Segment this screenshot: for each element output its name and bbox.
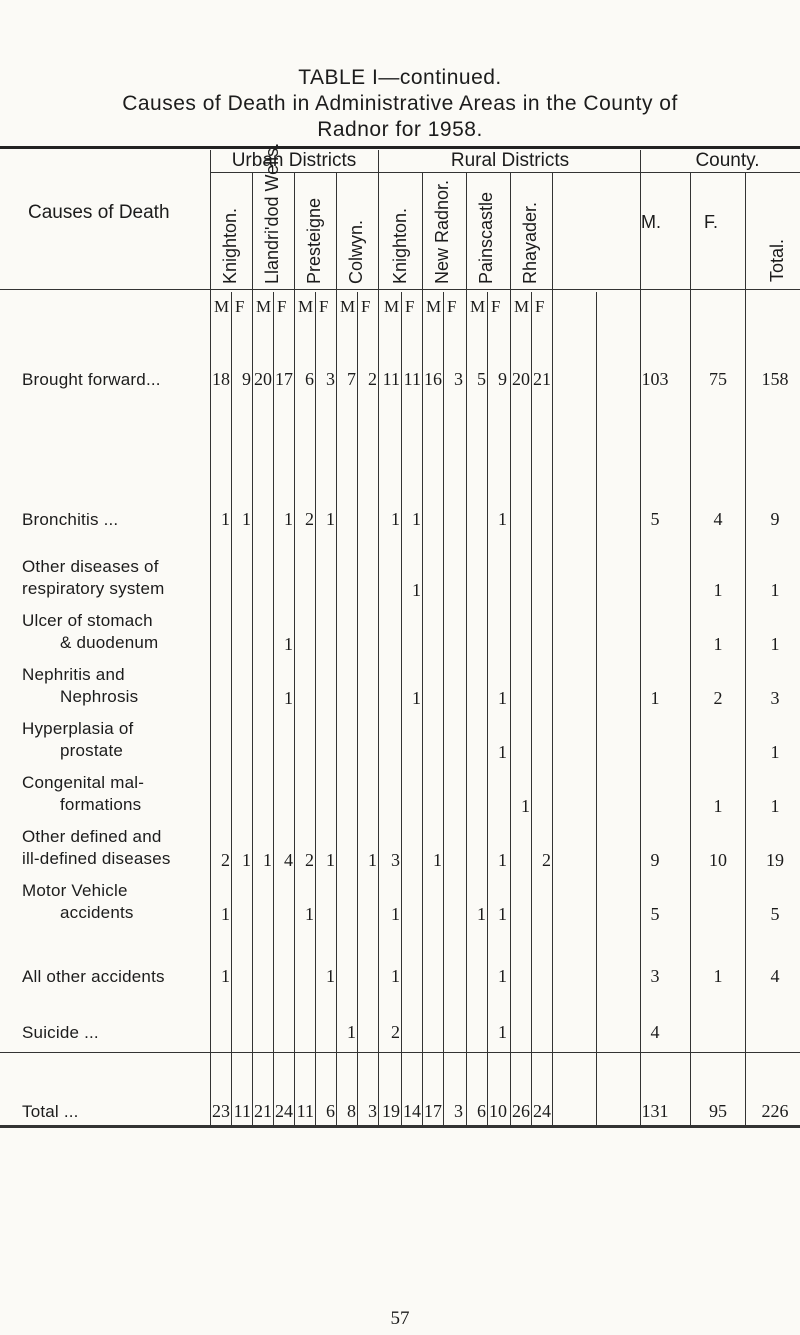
table-cell: 1 xyxy=(498,1022,507,1042)
row-cause-text: Nephritis and xyxy=(22,665,125,684)
row-cause-label xyxy=(22,772,144,816)
row-cause-text: Other defined and xyxy=(22,827,162,846)
table-cell: 2 xyxy=(368,369,377,389)
sex-subheader: F xyxy=(277,297,287,316)
county-cell: 5 xyxy=(650,904,660,924)
sex-subheader: F xyxy=(319,297,329,316)
row-cause-label xyxy=(22,369,161,391)
row-cause-text: Congenital mal- xyxy=(22,773,145,792)
divider-sex xyxy=(357,292,358,1125)
county-cell: 1 xyxy=(770,796,780,816)
divider-sex xyxy=(531,292,532,1125)
sex-subheader: M xyxy=(470,297,486,316)
divider-district xyxy=(294,172,295,1125)
table-cell: 17 xyxy=(424,1101,442,1121)
sex-subheader: M xyxy=(426,297,442,316)
table-cell: 1 xyxy=(391,966,400,986)
table-title-line3: Radnor for 1958. xyxy=(317,118,483,141)
table-cell: 1 xyxy=(284,688,293,708)
column-header-district: Rhayader. xyxy=(520,201,540,284)
table-cell: 11 xyxy=(403,369,421,389)
column-header-district: Knighton. xyxy=(220,207,240,284)
county-cell: 226 xyxy=(761,1101,789,1121)
table-cell: 11 xyxy=(233,1101,251,1121)
table-cell: 9 xyxy=(498,369,507,389)
table-cell: 18 xyxy=(212,369,230,389)
table-cell: 2 xyxy=(221,850,230,870)
table-cell: 1 xyxy=(326,509,335,529)
group-rural: Rural Districts xyxy=(450,150,570,171)
row-cause-text: & duodenum xyxy=(60,633,159,652)
table-cell: 21 xyxy=(533,369,551,389)
column-header-district: Knighton. xyxy=(390,207,410,284)
table-cell: 1 xyxy=(221,966,230,986)
row-cause-label xyxy=(22,556,164,600)
row-cause-text: Motor Vehicle xyxy=(22,881,128,900)
table-cell: 19 xyxy=(382,1101,400,1121)
row-cause-label xyxy=(22,1101,79,1123)
rule-under-groups xyxy=(210,172,800,173)
county-cell: 9 xyxy=(770,509,780,529)
table-cell: 14 xyxy=(403,1101,421,1121)
rule-under-headers xyxy=(0,289,800,290)
table-cell: 26 xyxy=(512,1101,530,1121)
row-cause-label xyxy=(22,826,171,870)
table-cell: 1 xyxy=(412,580,421,600)
table-cell: 1 xyxy=(498,509,507,529)
divider-rural-right xyxy=(552,172,553,1125)
row-cause-text: Hyperplasia of xyxy=(22,719,134,738)
sex-subheader: F xyxy=(535,297,545,316)
group-urban: Urban Districts xyxy=(231,150,357,171)
table-cell: 5 xyxy=(477,369,486,389)
table-cell: 23 xyxy=(212,1101,230,1121)
sex-subheader: F xyxy=(405,297,415,316)
row-cause-text: Total ... xyxy=(22,1102,79,1121)
row-cause-label xyxy=(22,509,118,531)
table-cell: 1 xyxy=(368,850,377,870)
divider-county-m-f xyxy=(690,172,691,1125)
column-header-district: New Radnor. xyxy=(432,179,452,284)
table-cell: 1 xyxy=(221,904,230,924)
table-cell: 21 xyxy=(254,1101,272,1121)
divider-district xyxy=(510,172,511,1125)
row-cause-label xyxy=(22,610,158,654)
table-cell: 6 xyxy=(326,1101,335,1121)
rule-above-total xyxy=(0,1052,800,1053)
county-cell: 3 xyxy=(650,966,660,986)
table-cell: 1 xyxy=(242,850,251,870)
county-cell: 131 xyxy=(641,1101,669,1121)
county-cell: 1 xyxy=(650,688,660,708)
county-cell: 2 xyxy=(713,688,723,708)
table-cell: 10 xyxy=(489,1101,507,1121)
table-cell: 1 xyxy=(498,966,507,986)
row-cause-text: respiratory system xyxy=(22,579,165,598)
divider-sex xyxy=(596,292,597,1125)
divider-sex xyxy=(443,292,444,1125)
divider-district xyxy=(466,172,467,1125)
county-cell: 4 xyxy=(713,509,723,529)
table-cell: 1 xyxy=(412,688,421,708)
sex-subheader: M xyxy=(214,297,230,316)
row-cause-text: ill-defined diseases xyxy=(22,849,171,868)
divider-sex xyxy=(315,292,316,1125)
row-cause-text: Suicide ... xyxy=(22,1023,99,1042)
table-cell: 1 xyxy=(221,509,230,529)
sex-subheader: F xyxy=(235,297,245,316)
county-cell: 9 xyxy=(650,850,660,870)
row-cause-text: Brought forward... xyxy=(22,370,161,389)
table-cell: 3 xyxy=(454,1101,463,1121)
row-cause-text: Bronchitis ... xyxy=(22,510,119,529)
divider-county-f-total xyxy=(745,172,746,1125)
row-cause-label xyxy=(22,664,138,708)
table-cell: 24 xyxy=(533,1101,551,1121)
county-cell: 75 xyxy=(709,369,727,389)
column-header-district: Painscastle xyxy=(476,191,496,284)
sex-subheader: F xyxy=(447,297,457,316)
table-cell: 9 xyxy=(242,369,251,389)
table-cell: 2 xyxy=(391,1022,400,1042)
county-cell: 4 xyxy=(770,966,780,986)
row-cause-label xyxy=(22,880,134,924)
row-cause-text: prostate xyxy=(60,741,124,760)
table-title-line2: Causes of Death in Administrative Areas in the County of xyxy=(122,92,678,115)
row-cause-label xyxy=(22,966,165,988)
table-cell: 1 xyxy=(347,1022,356,1042)
table-cell: 2 xyxy=(542,850,551,870)
table-cell: 1 xyxy=(498,904,507,924)
row-cause-text: formations xyxy=(60,795,142,814)
group-county: County. xyxy=(695,150,760,171)
table-cell: 1 xyxy=(305,904,314,924)
column-header-county: M. xyxy=(641,212,661,232)
table-cell: 1 xyxy=(391,509,400,529)
sex-subheader: M xyxy=(256,297,272,316)
table-cell: 1 xyxy=(498,742,507,762)
column-header-county: Total. xyxy=(767,238,787,282)
column-header-district: Colwyn. xyxy=(346,219,366,284)
row-cause-text: accidents xyxy=(60,903,134,922)
divider-district xyxy=(422,172,423,1125)
table-cell: 1 xyxy=(284,634,293,654)
table-cell: 24 xyxy=(275,1101,293,1121)
table-cell: 1 xyxy=(263,850,272,870)
page-number: 57 xyxy=(390,1308,410,1329)
row-cause-label xyxy=(22,1022,99,1044)
county-cell: 3 xyxy=(770,688,780,708)
row-cause-text: All other accidents xyxy=(22,967,165,986)
county-cell: 95 xyxy=(709,1101,727,1121)
row-cause-text: Ulcer of stomach xyxy=(22,611,153,630)
causes-of-death-heading: Causes of Death xyxy=(28,202,170,223)
column-header-county: F. xyxy=(704,212,719,232)
table-cell: 2 xyxy=(305,850,314,870)
table-cell: 6 xyxy=(477,1101,486,1121)
divider-district xyxy=(336,172,337,1125)
table-cell: 16 xyxy=(424,369,442,389)
county-cell: 1 xyxy=(713,580,723,600)
county-cell: 1 xyxy=(713,966,723,986)
table-cell: 1 xyxy=(412,509,421,529)
county-cell: 5 xyxy=(650,509,660,529)
rule-bottom-heavy xyxy=(0,1125,800,1128)
table-cell: 4 xyxy=(284,850,293,870)
sex-subheader: M xyxy=(340,297,356,316)
sex-subheader: F xyxy=(361,297,371,316)
row-cause-label xyxy=(22,718,133,762)
table-cell: 1 xyxy=(242,509,251,529)
row-cause-text: Other diseases of xyxy=(22,557,159,576)
table-cell: 1 xyxy=(284,509,293,529)
county-cell: 1 xyxy=(713,796,723,816)
table-cell: 3 xyxy=(454,369,463,389)
table-cell: 1 xyxy=(521,796,530,816)
county-cell: 10 xyxy=(709,850,727,870)
sex-subheader: M xyxy=(514,297,530,316)
table-cell: 11 xyxy=(296,1101,314,1121)
table-cell: 3 xyxy=(326,369,335,389)
table-cell: 1 xyxy=(498,688,507,708)
column-header-district: Llandri'dod Wells. xyxy=(262,142,282,284)
sex-subheader: M xyxy=(384,297,400,316)
table-cell: 1 xyxy=(326,966,335,986)
table-cell: 7 xyxy=(347,369,356,389)
table-cell: 3 xyxy=(368,1101,377,1121)
county-cell: 1 xyxy=(770,634,780,654)
table-cell: 20 xyxy=(254,369,272,389)
table-cell: 20 xyxy=(512,369,530,389)
county-cell: 1 xyxy=(770,580,780,600)
table-cell: 1 xyxy=(391,904,400,924)
county-cell: 4 xyxy=(650,1022,660,1042)
row-cause-text: Nephrosis xyxy=(60,687,139,706)
county-cell: 1 xyxy=(770,742,780,762)
county-cell: 5 xyxy=(770,904,780,924)
divider-sex xyxy=(231,292,232,1125)
table-cell: 2 xyxy=(305,509,314,529)
sex-subheader: F xyxy=(491,297,501,316)
divider-district xyxy=(252,172,253,1125)
table-cell: 17 xyxy=(275,369,293,389)
table-cell: 3 xyxy=(391,850,400,870)
table-cell: 1 xyxy=(326,850,335,870)
column-header-district: Presteigne xyxy=(304,197,324,284)
county-cell: 19 xyxy=(766,850,784,870)
header-top-rule xyxy=(0,146,800,149)
table-cell: 1 xyxy=(433,850,442,870)
county-cell: 1 xyxy=(713,634,723,654)
sex-subheader: M xyxy=(298,297,314,316)
table-cell: 6 xyxy=(305,369,314,389)
table-cell: 1 xyxy=(498,850,507,870)
table-cell: 8 xyxy=(347,1101,356,1121)
table-title-line1: TABLE I—continued. xyxy=(298,66,502,89)
county-cell: 103 xyxy=(641,369,669,389)
table-cell: 1 xyxy=(477,904,486,924)
table-cell: 11 xyxy=(382,369,400,389)
county-cell: 158 xyxy=(761,369,789,389)
